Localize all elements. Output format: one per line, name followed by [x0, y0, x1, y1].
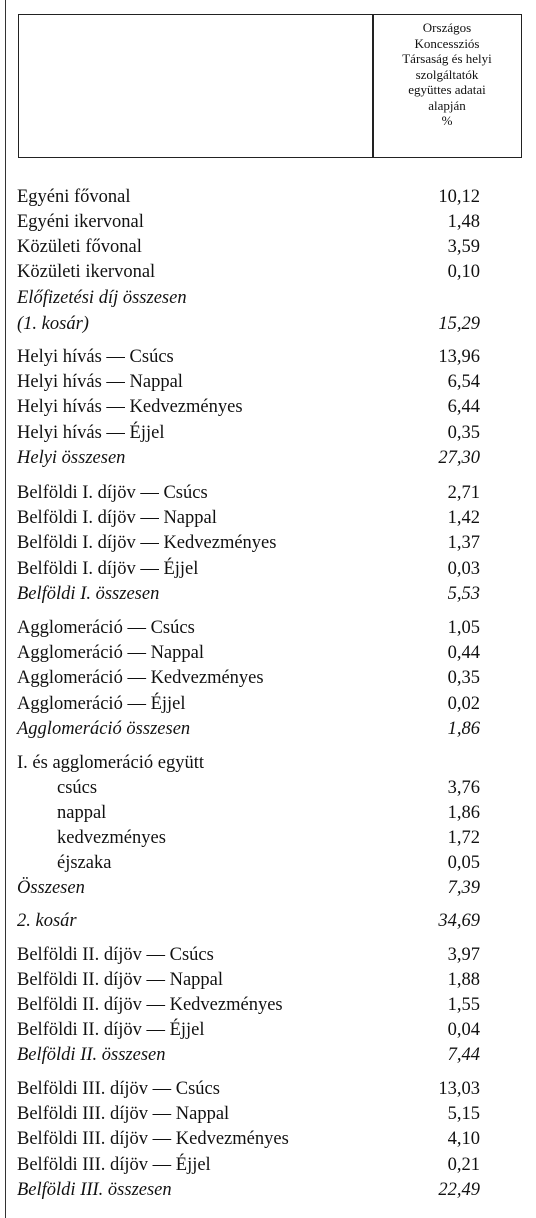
table-row — [0, 395, 536, 419]
table-row — [0, 531, 536, 555]
table-row — [0, 909, 536, 933]
column-header-line: Koncessziós — [414, 35, 480, 51]
column-header-line: Országos — [422, 20, 472, 35]
row-value: 0,35 — [447, 668, 480, 688]
table-row — [0, 801, 536, 825]
table-row — [0, 421, 536, 445]
column-header-line: Társaság és helyi — [402, 51, 492, 66]
table-row — [0, 616, 536, 640]
table-row — [0, 876, 536, 900]
row-value: 1,72 — [447, 828, 480, 848]
row-value: 0,05 — [447, 853, 480, 873]
row-value: 5,53 — [447, 584, 480, 604]
row-value: 13,96 — [438, 347, 480, 367]
column-header-line: szolgáltatók — [415, 66, 479, 82]
row-value: 34,69 — [438, 911, 480, 931]
row-label: kedvezményes — [57, 828, 166, 848]
row-label: Közületi ikervonal — [17, 262, 156, 282]
row-label: Belföldi I. díjöv — Kedvezményes — [17, 533, 277, 553]
row-label: Belföldi III. díjöv — Csúcs — [17, 1079, 220, 1099]
table-row — [0, 851, 536, 875]
row-label: Belföldi III. díjöv — Nappal — [17, 1104, 230, 1124]
row-label: Belföldi II. díjöv — Csúcs — [17, 945, 214, 965]
row-label: Belföldi II. díjöv — Nappal — [17, 970, 224, 990]
row-label: Agglomeráció — Csúcs — [17, 618, 195, 638]
table-row — [0, 446, 536, 470]
table-row — [0, 666, 536, 690]
row-value: 1,55 — [447, 995, 480, 1015]
row-value: 6,44 — [447, 397, 480, 417]
row-label: Belföldi I. összesen — [17, 584, 160, 604]
column-header-line: alapján — [428, 97, 466, 113]
row-value: 3,59 — [447, 237, 480, 257]
table-row — [0, 210, 536, 234]
row-label: Belföldi III. díjöv — Éjjel — [17, 1155, 211, 1175]
row-label: Egyéni ikervonal — [17, 212, 144, 232]
row-value: 0,21 — [447, 1155, 480, 1175]
row-label: Belföldi II. díjöv — Éjjel — [17, 1020, 205, 1040]
row-value: 1,05 — [447, 618, 480, 638]
table-row — [0, 312, 536, 336]
row-value: 1,37 — [447, 533, 480, 553]
table-row — [0, 286, 536, 310]
table-row — [0, 506, 536, 530]
row-value: 7,44 — [447, 1045, 480, 1065]
table-row — [0, 1178, 536, 1202]
row-value: 3,97 — [447, 945, 480, 965]
row-value: 0,02 — [447, 694, 480, 714]
row-value: 0,35 — [447, 423, 480, 443]
row-value: 4,10 — [447, 1129, 480, 1149]
row-label: Helyi hívás — Csúcs — [17, 347, 174, 367]
table-row — [0, 1043, 536, 1067]
row-label: Helyi összesen — [17, 448, 126, 468]
table-row — [0, 481, 536, 505]
row-value: 10,12 — [438, 187, 480, 207]
row-value: 0,04 — [447, 1020, 480, 1040]
row-value: 6,54 — [447, 372, 480, 392]
row-label: 2. kosár — [17, 911, 77, 931]
row-label: I. és agglomeráció együtt — [17, 753, 204, 773]
row-label: Előfizetési díj összesen — [17, 288, 187, 308]
table-row — [0, 641, 536, 665]
row-value: 1,88 — [447, 970, 480, 990]
table-row — [0, 370, 536, 394]
table-row — [0, 692, 536, 716]
row-label: Belföldi I. díjöv — Csúcs — [17, 483, 208, 503]
row-value: 22,49 — [438, 1180, 480, 1200]
table-row — [0, 1077, 536, 1101]
table-row — [0, 1127, 536, 1151]
row-value: 1,86 — [447, 803, 480, 823]
row-label: Agglomeráció — Kedvezményes — [17, 668, 264, 688]
table-row — [0, 1102, 536, 1126]
table-row — [0, 1018, 536, 1042]
column-header-line: együttes adatai — [408, 82, 486, 97]
table-row — [0, 345, 536, 369]
row-value: 5,15 — [447, 1104, 480, 1124]
table-row — [0, 260, 536, 284]
row-label: Helyi hívás — Éjjel — [17, 423, 165, 443]
table-row — [0, 826, 536, 850]
row-label: Helyi hívás — Kedvezményes — [17, 397, 243, 417]
row-label: Agglomeráció összesen — [17, 719, 191, 739]
row-label: csúcs — [57, 778, 98, 798]
table-row — [0, 582, 536, 606]
table-row — [0, 751, 536, 775]
row-label: Belföldi III. díjöv — Kedvezményes — [17, 1129, 289, 1149]
table-row — [0, 1153, 536, 1177]
row-label: Agglomeráció — Nappal — [17, 643, 204, 663]
row-label: Belföldi II. összesen — [17, 1045, 166, 1065]
row-label: Közületi fővonal — [17, 237, 142, 257]
row-label: Belföldi II. díjöv — Kedvezményes — [17, 995, 283, 1015]
row-label: Helyi hívás — Nappal — [17, 372, 183, 392]
row-value: 0,10 — [447, 262, 480, 282]
table-row — [0, 185, 536, 209]
table-row — [0, 776, 536, 800]
row-value: 27,30 — [438, 448, 480, 468]
row-label: Belföldi I. díjöv — Éjjel — [17, 559, 199, 579]
row-value: 3,76 — [447, 778, 480, 798]
table-row — [0, 968, 536, 992]
row-value: 7,39 — [447, 878, 480, 898]
row-value: 1,48 — [447, 212, 480, 232]
row-value: 2,71 — [447, 483, 480, 503]
row-value: 15,29 — [438, 314, 480, 334]
table-row — [0, 993, 536, 1017]
row-label: Belföldi I. díjöv — Nappal — [17, 508, 217, 528]
row-label: nappal — [57, 803, 107, 823]
row-label: éjszaka — [57, 853, 112, 873]
row-value: 0,44 — [447, 643, 480, 663]
row-label: Agglomeráció — Éjjel — [17, 694, 186, 714]
table-row — [0, 717, 536, 741]
row-label: Összesen — [17, 878, 85, 898]
row-label: (1. kosár) — [17, 314, 89, 334]
row-label: Egyéni fővonal — [17, 187, 131, 207]
table-row — [0, 557, 536, 581]
table-row — [0, 235, 536, 259]
row-value: 0,03 — [447, 559, 480, 579]
row-label: Belföldi III. összesen — [17, 1180, 172, 1200]
row-value: 1,42 — [447, 508, 480, 528]
row-value: 1,86 — [447, 719, 480, 739]
table-row — [0, 943, 536, 967]
row-value: 13,03 — [438, 1079, 480, 1099]
column-header-line: % — [441, 113, 453, 128]
